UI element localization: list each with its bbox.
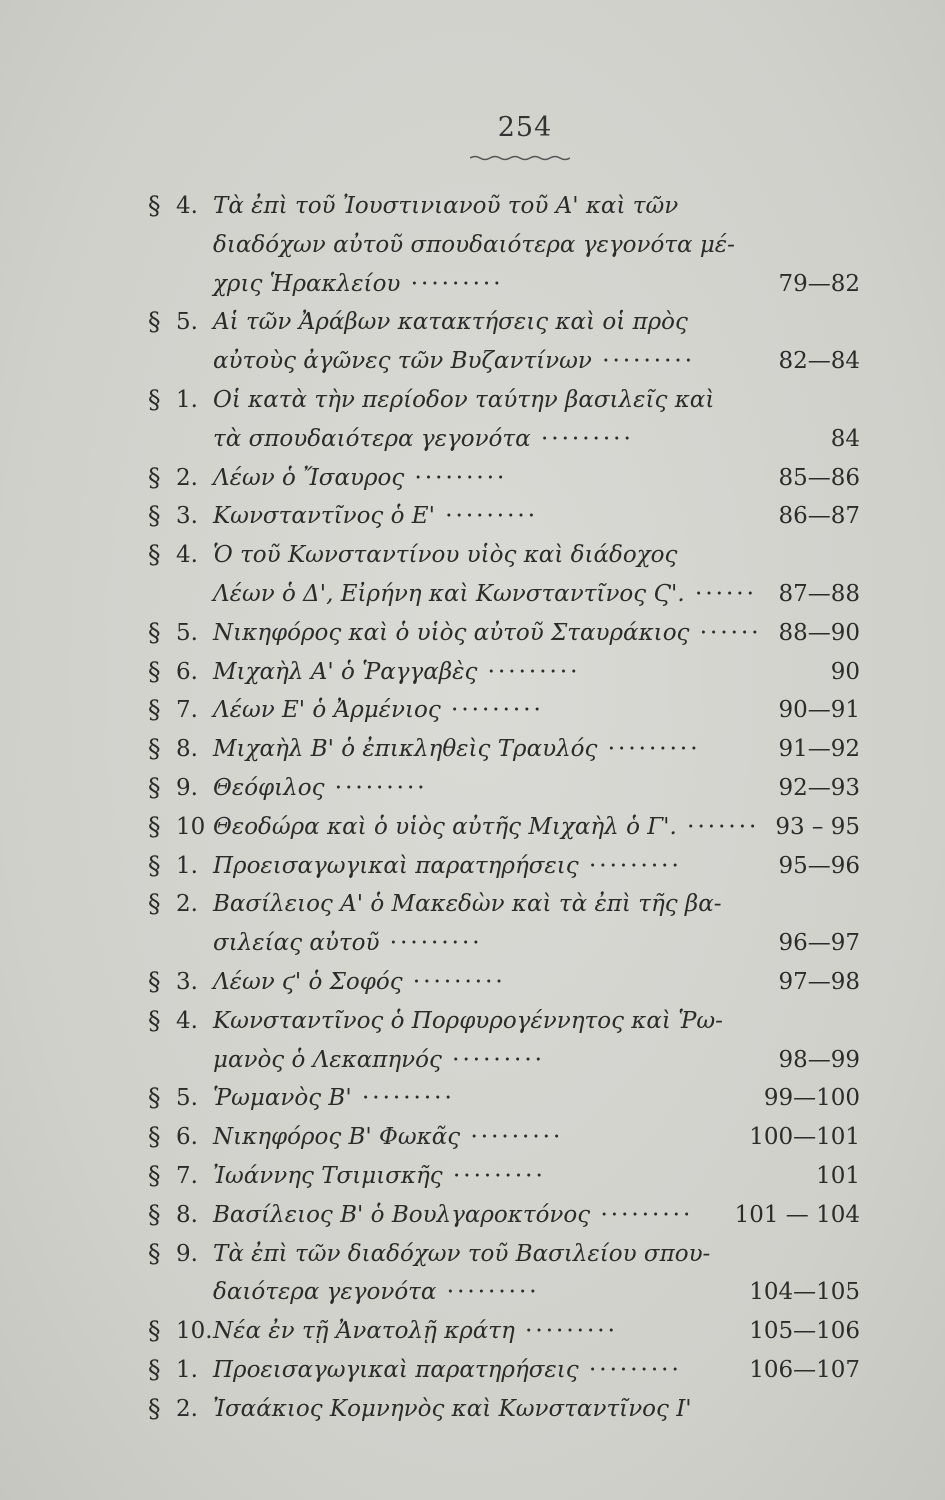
section-sign: § (148, 1316, 161, 1346)
section-sign: § (148, 1199, 161, 1229)
toc-line (0, 921, 945, 965)
leader-dots: ······· (676, 813, 760, 840)
section-sign: § (148, 656, 161, 686)
leader-dots: ········· (591, 348, 696, 375)
page-range: 86—87 (778, 503, 860, 530)
leader-dots: ········· (578, 852, 682, 879)
leader-dots: ········· (440, 697, 544, 724)
section-number: 2. (176, 464, 198, 491)
section-sign: § (148, 1083, 161, 1113)
section-sign: § (148, 695, 161, 725)
toc-line (0, 1076, 945, 1120)
section-number: 8. (176, 736, 198, 763)
page-range: 90 (830, 658, 860, 685)
leader-dots: ········· (442, 1163, 546, 1189)
section-sign: § (148, 1238, 161, 1268)
leader-dots: ········· (514, 1318, 618, 1345)
section-number: 8. (176, 1201, 198, 1228)
section-sign: § (148, 811, 161, 841)
toc-line (0, 1038, 945, 1082)
entry-title: Θεοδώρα καὶ ὁ υἱὸς αὐτῆς Μιχαὴλ ὁ Γ'. ······· (213, 813, 760, 840)
toc-line (0, 1232, 945, 1276)
section-number: 5. (176, 1085, 198, 1112)
toc-line (0, 456, 945, 500)
leader-dots: ········· (379, 930, 483, 957)
toc-line (0, 533, 945, 577)
section-sign: § (148, 850, 161, 880)
leader-dots: ········· (530, 425, 634, 452)
entry-title: Βασίλειος Β' ὁ Βουλγαροκτόνος ········· (213, 1201, 694, 1228)
section-number: 3. (176, 503, 198, 530)
page-range: 95—96 (778, 852, 860, 879)
entry-title: Τὰ ἐπὶ τῶν διαδόχων τοῦ Βασιλείου σπου- (213, 1240, 711, 1267)
toc-line (0, 727, 945, 771)
toc-line (0, 611, 945, 655)
leader-dots: ······ (684, 581, 757, 607)
section-number: 9. (176, 775, 198, 801)
leader-dots: ········· (402, 969, 506, 995)
page-range: 91—92 (778, 736, 860, 763)
section-number: 6. (176, 1124, 198, 1151)
section-sign: § (148, 773, 161, 802)
page-range: 82—84 (778, 348, 860, 375)
page-range: 104—105 (749, 1279, 860, 1306)
section-sign: § (148, 734, 161, 764)
section-number: 1. (176, 1357, 198, 1383)
entry-title: Προεισαγωγικαὶ παρατηρήσεις ········· (213, 852, 682, 879)
page-range: 100—101 (749, 1124, 860, 1151)
leader-dots: ········· (441, 1046, 545, 1073)
toc-line (0, 1193, 945, 1237)
entry-title: Νέα ἐν τῇ Ἀνατολῇ κράτη ········· (213, 1318, 618, 1345)
section-number: 4. (176, 1007, 198, 1034)
section-sign: § (148, 967, 161, 996)
entry-title: Προεισαγωγικαὶ παρατηρήσεις ········· (213, 1357, 682, 1383)
page-range: 101 — 104 (734, 1201, 860, 1228)
page-range: 84 (830, 425, 860, 452)
entry-title: δαιότερα γεγονότα ········· (213, 1279, 540, 1306)
section-number: 3. (176, 969, 198, 995)
entry-title: Θεόφιλος ········· (213, 775, 428, 801)
section-number: 6. (176, 658, 198, 685)
toc-line (0, 417, 945, 461)
entry-title: τὰ σπουδαιότερα γεγονότα ········· (213, 425, 634, 452)
toc-line (0, 572, 945, 616)
leader-dots: ········· (436, 1279, 540, 1306)
section-number: 7. (176, 697, 198, 724)
leader-dots: ······ (689, 619, 762, 646)
section-sign: § (148, 1122, 161, 1152)
section-number: 4. (176, 542, 198, 569)
toc-line (0, 184, 945, 228)
leader-dots: ········· (590, 1201, 694, 1228)
section-sign: § (148, 385, 161, 414)
toc-line (0, 882, 945, 926)
toc-line (0, 1309, 945, 1353)
section-number: 2. (176, 1395, 198, 1422)
leader-dots: ········· (434, 503, 539, 530)
section-sign: § (148, 617, 161, 647)
entry-title: Λέων Ε' ὁ Ἀρμένιος ········· (213, 697, 544, 724)
page-range: 99—100 (763, 1085, 860, 1112)
entry-title: Μιχαὴλ Β' ὁ ἐπικληθεὶς Τραυλός ········· (213, 736, 701, 763)
toc-line (0, 1387, 945, 1431)
toc-line (0, 223, 945, 267)
toc-line (0, 650, 945, 694)
section-sign: § (148, 1161, 161, 1190)
page-range: 97—98 (778, 969, 860, 995)
entry-title: διαδόχων αὐτοῦ σπουδαιότερα γεγονότα μέ- (213, 231, 735, 258)
page-range: 90—91 (778, 697, 860, 724)
section-number: 2. (176, 891, 198, 918)
entry-title: Λέων ὁ Ἴσαυρος ········· (213, 464, 508, 491)
section-number: 5. (176, 619, 198, 646)
page-range: 85—86 (778, 464, 860, 491)
entry-title: Μιχαὴλ Α' ὁ Ῥαγγαβὲς ········· (213, 658, 581, 685)
leader-dots: ········· (400, 270, 504, 297)
entry-title: Ὁ τοῦ Κωνσταντίνου υἱὸς καὶ διάδοχος (213, 542, 678, 569)
section-sign: § (148, 501, 161, 531)
section-number: 7. (176, 1163, 198, 1189)
page-range: 93 – 95 (775, 813, 860, 840)
entry-title: χρις Ἡρακλείου ········· (213, 270, 504, 297)
leader-dots: ········· (597, 736, 701, 763)
leader-dots: ········· (404, 464, 508, 491)
leader-dots: ········· (351, 1085, 455, 1112)
page-range: 98—99 (778, 1046, 860, 1073)
toc-line (0, 805, 945, 849)
entry-title: Ἰσαάκιος Κομνηνὸς καὶ Κωνσταντῖνος Ι' (213, 1395, 692, 1422)
section-number: 9. (176, 1240, 198, 1267)
section-number: 10. (176, 1318, 213, 1345)
section-number: 4. (176, 193, 198, 219)
entry-title: Αἱ τῶν Ἀράβων κατακτήσεις καὶ οἱ πρὸς (213, 309, 688, 336)
leader-dots: ········· (578, 1357, 682, 1383)
section-number: 1. (176, 387, 198, 413)
toc-line (0, 262, 945, 306)
entry-title: αὐτοὺς ἀγῶνες τῶν Βυζαντίνων ········· (213, 348, 696, 375)
section-number: 5. (176, 309, 198, 336)
section-sign: § (148, 307, 161, 337)
section-number: 10 (176, 813, 206, 840)
section-sign: § (148, 1355, 161, 1384)
toc-line (0, 960, 945, 1004)
entry-title: μανὸς ὁ Λεκαπηνός ········· (213, 1046, 545, 1073)
entry-title: Νικηφόρος Β' Φωκᾶς ········· (213, 1124, 564, 1151)
toc-line (0, 1270, 945, 1314)
section-sign: § (148, 889, 161, 919)
page-number: 254 (497, 112, 553, 143)
entry-title: Οἱ κατὰ τὴν περίοδον ταύτην βασιλεῖς καὶ (213, 387, 715, 413)
entry-title: Λέων ϛ' ὁ Σοφός ········· (213, 969, 506, 995)
page-range: 79—82 (778, 270, 860, 297)
entry-title: Κωνσταντῖνος ὁ Ε' ········· (213, 503, 539, 530)
toc-line (0, 1348, 945, 1392)
section-number: 1. (176, 852, 198, 879)
page-range: 87—88 (778, 581, 860, 607)
entry-title: Ἰωάννης Τσιμισκῆς ········· (213, 1163, 546, 1189)
section-sign: § (148, 462, 161, 492)
toc-line (0, 999, 945, 1043)
entry-title: Λέων ὁ Δ', Εἰρήνη καὶ Κωνσταντῖνος Ϛ'. ······ (213, 581, 757, 607)
entry-title: σιλείας αὐτοῦ ········· (213, 930, 483, 957)
toc-line (0, 339, 945, 383)
page-range: 88—90 (778, 619, 860, 646)
entry-title: Ῥωμανὸς Β' ········· (213, 1085, 455, 1112)
page-range: 96—97 (778, 930, 860, 957)
page-range: 105—106 (749, 1318, 860, 1345)
section-sign: § (148, 191, 161, 220)
leader-dots: ········· (477, 658, 581, 685)
section-sign: § (148, 1005, 161, 1035)
entry-title: Νικηφόρος καὶ ὁ υἱὸς αὐτοῦ Σταυράκιος ······ (213, 619, 762, 646)
section-sign: § (148, 1393, 161, 1423)
entry-title: Τὰ ἐπὶ τοῦ Ἰουστινιανοῦ τοῦ Α' καὶ τῶν (213, 193, 679, 219)
toc-line (0, 378, 945, 422)
entry-title: Κωνσταντῖνος ὁ Πορφυρογέννητος καὶ Ῥω- (213, 1007, 723, 1034)
toc-line (0, 688, 945, 732)
entry-title: Βασίλειος Α' ὁ Μακεδὼν καὶ τὰ ἐπὶ τῆς βα- (213, 891, 722, 918)
toc-line (0, 1115, 945, 1159)
page-range: 106—107 (749, 1357, 860, 1383)
section-sign: § (148, 540, 161, 570)
page-range: 101 (816, 1163, 860, 1189)
page-range: 92—93 (778, 775, 860, 801)
leader-dots: ········· (460, 1124, 564, 1151)
leader-dots: ········· (324, 775, 428, 801)
toc-line (0, 766, 945, 810)
toc-line (0, 300, 945, 344)
toc-line (0, 844, 945, 888)
toc-line (0, 494, 945, 538)
toc-line (0, 1154, 945, 1198)
